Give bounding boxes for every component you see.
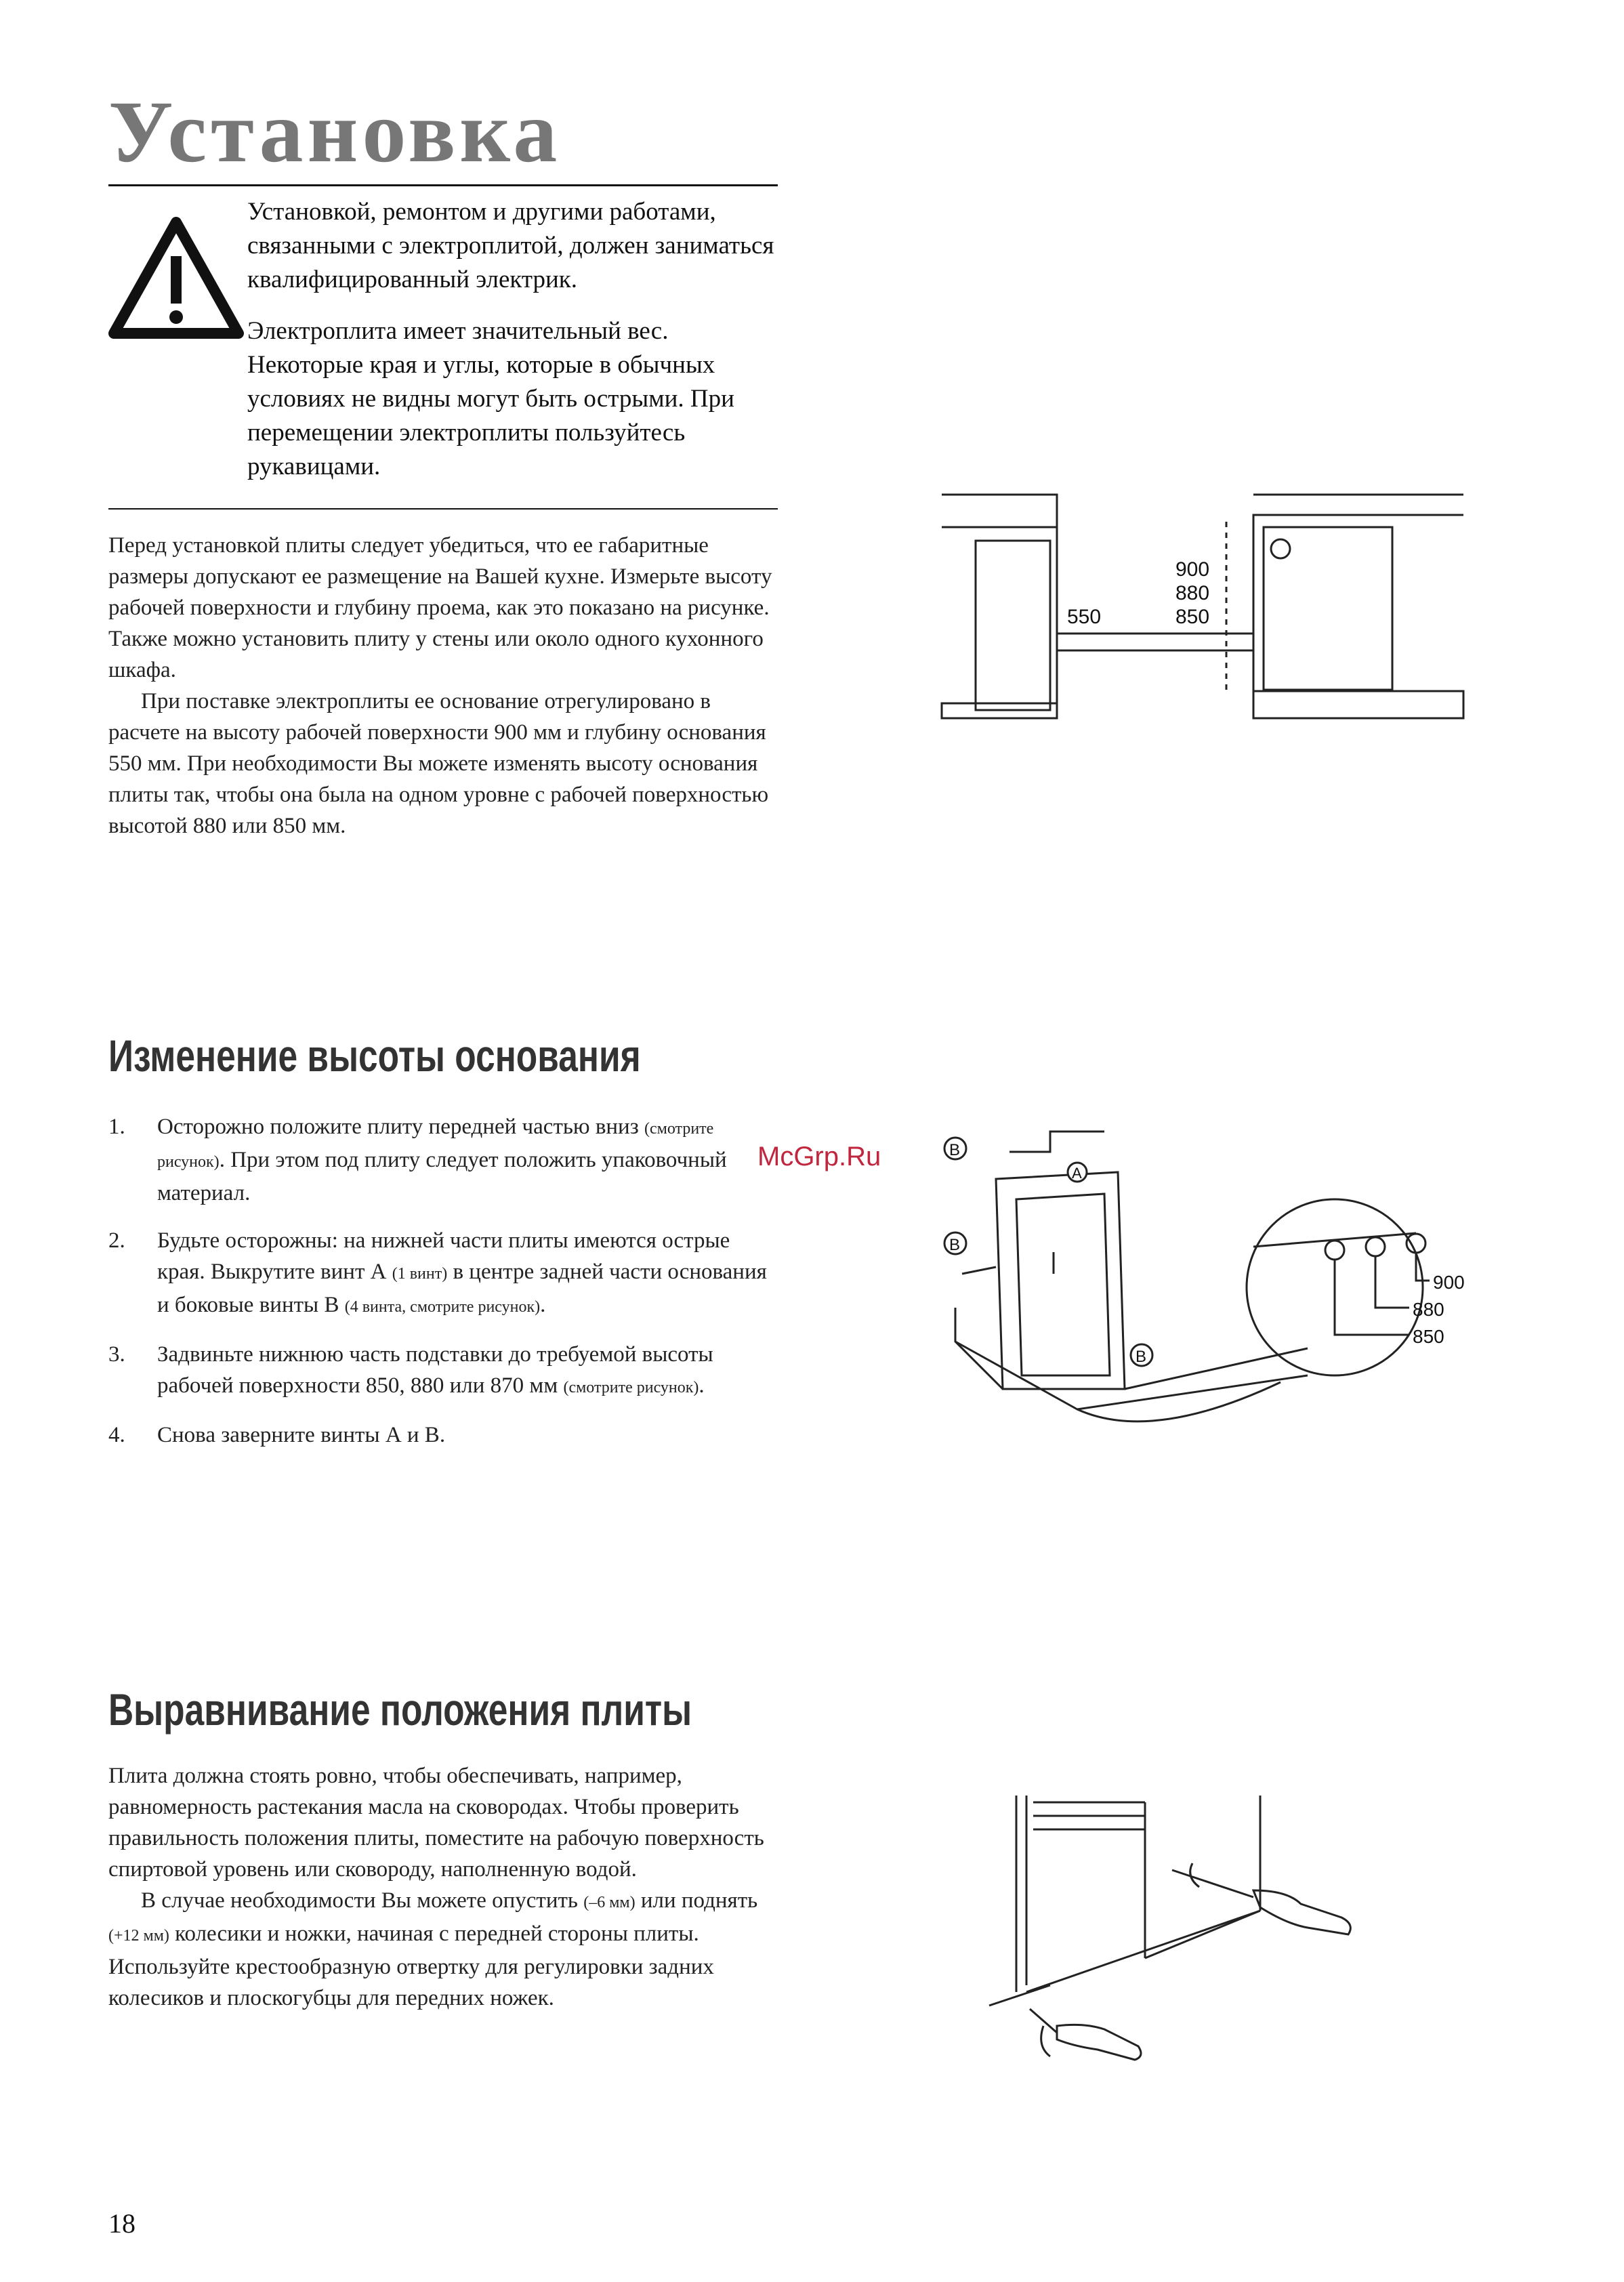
step-item: 3. Задвиньте нижнюю часть подставки до требуемой высоты рабочей поверхности 850, 880 или 870 мм (смотрите рисунок). [108, 1339, 779, 1403]
step-number: 2. [108, 1228, 125, 1253]
warning-icon [108, 217, 244, 340]
screw-a-label: A [1072, 1165, 1082, 1182]
fig2-height-850: 850 [1413, 1326, 1444, 1347]
dim-height-880: 880 [1175, 582, 1210, 604]
intro-paragraph-2: При поставке электроплиты ее основание отрегулировано в расчете на высоту рабочей поверхности 900 мм и глубину основания 550 мм. При необходимости Вы можете изменять высоту основания плиты так, чтобы она была на одном уровне с рабочей поверхностью высотой 880 или 850 мм. [108, 689, 769, 838]
dim-height-900: 900 [1175, 558, 1210, 581]
intro-paragraph-1: Перед установкой плиты следует убедиться, что ее габаритные размеры допускают ее размещение на Вашей кухне. Измерьте высоту рабочей поверхности и глубину проема, как это показано на рисунке. Также можно установить плиту у стены или около одного кухонного шкафа. [108, 533, 772, 682]
step-item: 4. Снова заверните винты А и В. [108, 1419, 779, 1451]
dim-height-850: 850 [1175, 606, 1210, 628]
screw-b-label: B [949, 1236, 961, 1254]
warning-paragraph-2: Электроплита имеет значительный вес. Некоторые края и углы, которые в обычных условиях не видны могут быть острыми. При перемещении электроплиты пользуйтесь рукавицами. [247, 317, 734, 480]
intro-text [108, 530, 779, 842]
levelling-text [108, 1760, 779, 2014]
title-rule [108, 184, 778, 186]
screw-b-label: B [1136, 1348, 1147, 1366]
step-item: 1. Осторожно положите плиту передней частью вниз (смотрите рисунок). При этом под плиту следует положить упаковочный материал. [108, 1111, 779, 1209]
warning-paragraph-1: Установкой, ремонтом и другими работами, связанными с электроплитой, должен заниматься квалифицированный электрик. [247, 198, 774, 293]
screw-b-label: B [949, 1141, 961, 1159]
steps-list [108, 1111, 779, 1467]
figure-dimensions [935, 488, 1477, 732]
warning-block [247, 195, 783, 501]
levelling-paragraph-1: Плита должна стоять ровно, чтобы обеспечивать, например, равномерность растекания масла на сковородах. Чтобы проверить правильность положения плиты, поместите на рабочую поверхность спиртовой уровень или сковороду, наполненную водой. [108, 1764, 764, 1882]
step-item: 2. Будьте осторожны: на нижней части плиты имеются острые края. Выкрутите винт А (1 винт) в центре задней части основания и боковые винты В (4 винта, смотрите рисунок). [108, 1225, 779, 1323]
page-number: 18 [108, 2208, 136, 2239]
page-title: Установка [108, 83, 562, 181]
watermark-link[interactable]: McGrp.Ru [757, 1142, 881, 1171]
step-number: 1. [108, 1115, 125, 1139]
section-heading-levelling: Выравнивание положения плиты [108, 1684, 692, 1735]
fig2-height-880: 880 [1413, 1299, 1444, 1320]
warning-rule [108, 508, 778, 510]
dim-depth-label: 550 [1067, 606, 1102, 628]
step-number: 4. [108, 1423, 125, 1447]
fig2-height-900: 900 [1433, 1272, 1465, 1293]
section-heading-base-height: Изменение высоты основания [108, 1031, 641, 1081]
figure-levelling [969, 1789, 1402, 2073]
figure-base-adjustment [928, 1118, 1497, 1443]
step-number: 3. [108, 1342, 125, 1367]
levelling-paragraph-2: В случае необходимости Вы можете опустить (–6 мм) или поднять (+12 мм) колесики и ножки, начиная с передней стороны плиты. Используйте крестообразную отвертку для регулировки задних колесиков и плоскогубцы для передних ножек. [108, 1888, 758, 2010]
